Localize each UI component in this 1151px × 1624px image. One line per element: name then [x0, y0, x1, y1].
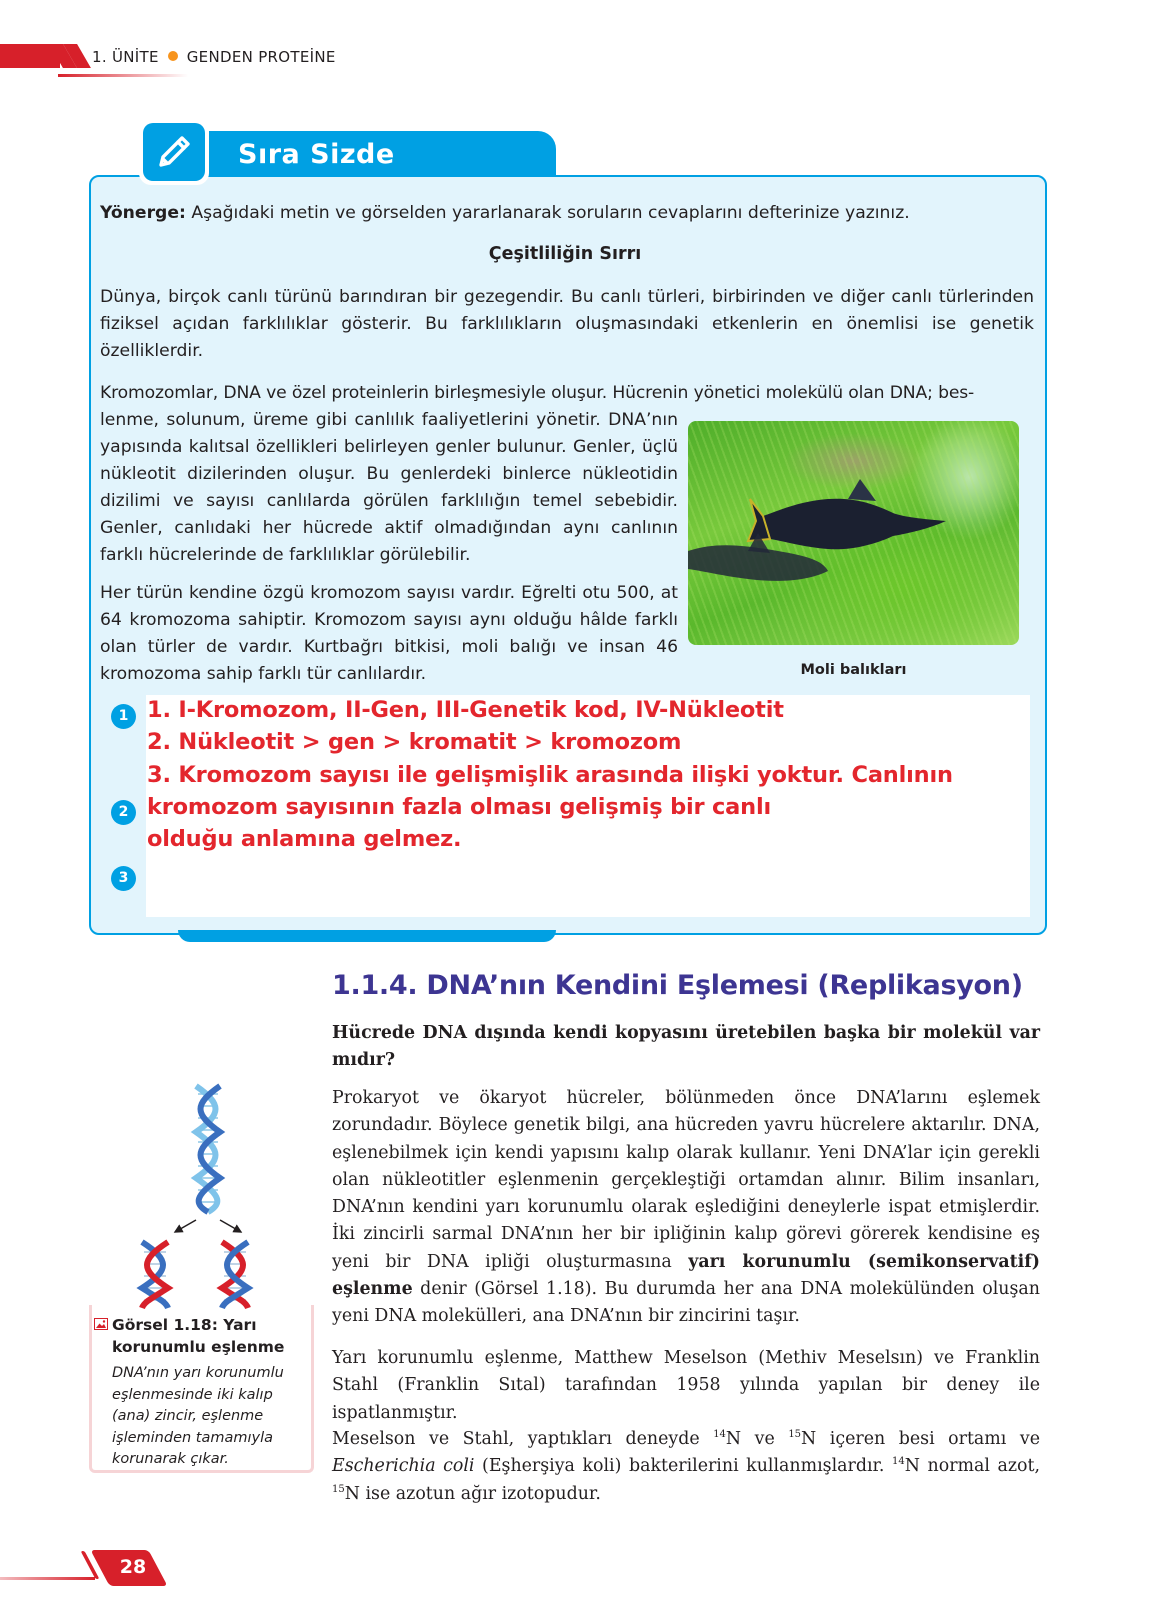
unit-label: 1. ÜNİTE — [92, 48, 159, 66]
pencil-icon — [152, 130, 196, 174]
instruction-text: Aşağıdaki metin ve görselden yararlanarak soruların cevaplarını defterinize yazınız. — [185, 203, 910, 223]
reading-paragraph-3: Her türün kendine özgü kromozom sayısı vardır. Eğrelti otu 500, at 64 kromozoma sahiptir. Kromozom sayısı aynı olduğu hâlde farklı olan türler de vardır. Kurtbağrı bitkisi, moli balığı ve insan 46 kromozoma sahip farklı tür canlılardır. — [100, 583, 678, 684]
answer-line-2: 2. Nükleotit > gen > kromatit > kromozom — [147, 729, 682, 755]
answer-line-5: olduğu anlamına gelmez. — [147, 826, 462, 852]
footer-line — [0, 1577, 95, 1580]
instruction — [100, 200, 1000, 227]
molly-fish-photo — [688, 421, 1019, 645]
question-number-2: 2 — [111, 800, 136, 825]
section-title: 1.1.4. DNA’nın Kendini Eşlemesi (Replikasyon) — [332, 970, 1023, 1001]
daughter-dna-helix-left-icon — [142, 1242, 168, 1308]
figure-label: Görsel 1.18: Yarı korunumlu eşlenme — [112, 1316, 285, 1356]
section-question: Hücrede DNA dışında kendi kopyasını üretebilen başka bir molekül var mıdır? — [332, 1023, 1040, 1071]
breadcrumb — [92, 48, 336, 66]
answer-line-3: 3. Kromozom sayısı ile gelişmişlik arasında ilişki yoktur. Canlının — [147, 762, 953, 788]
unit-header — [0, 38, 400, 78]
reading-paragraph-2-line-1: Kromozomlar, DNA ve özel proteinlerin birleşmesiyle oluşur. Hücrenin yönetici molekülü olan DNA; bes- — [100, 383, 975, 403]
bullet-dot-icon — [168, 51, 178, 61]
section-paragraph-2: Yarı korunumlu eşlenme, Matthew Meselson (Methiv Meselsın) ve Franklin Stahl (Franklin Sıtal) tarafından 1958 yılında yapılan bir deney ile ispatlanmıştır. — [332, 1348, 1040, 1423]
parent-dna-helix-icon — [196, 1086, 220, 1212]
question-number-3: 3 — [111, 866, 136, 891]
section-paragraph-3: Meselson ve Stahl, yaptıkları deneyde $^{14}$N ve $^{15}$N içeren besi ortamı ve Escherichia coli (Eşherşiya koli) bakterilerini kullanmışlardır. $^{14}$N normal azot, $^{15}$N ise azotun ağır izotopudur. — [332, 1429, 1040, 1504]
activity-box-bottom-tab — [178, 930, 556, 942]
fish-illustration-icon — [688, 421, 1019, 645]
dna-replication-diagram — [130, 1080, 290, 1310]
activity-tab — [196, 131, 556, 177]
figure-description: DNA’nın yarı korunumlu eşlenmesinde iki kalıp (ana) zincir, eşlenme işleminden tamamıyla korunarak çıkar. — [112, 1365, 284, 1467]
reading-paragraph-1: Dünya, birçok canlı türünü barındıran bir gezegendir. Bu canlı türleri, birbirinden ve diğer canlı türlerinden fiziksel açıdan farklılıklar gösterir. Bu farklılıkların oluşmasındaki etkenlerin en önemlisi ise genetik özelliklerdir. — [100, 287, 1034, 361]
activity-icon-frame — [139, 119, 209, 185]
instruction-label: Yönerge: — [100, 203, 186, 223]
image-icon — [94, 1318, 108, 1330]
unit-topic: GENDEN PROTEİNE — [186, 48, 336, 66]
answer-line-1: 1. I-Kromozom, II-Gen, III-Genetik kod, IV-Nükleotit — [147, 697, 784, 723]
photo-caption: Moli balıkları — [800, 662, 907, 678]
page-number: 28 — [119, 1556, 147, 1578]
header-underline — [58, 74, 188, 77]
question-number-1: 1 — [111, 704, 136, 729]
reading-title: Çeşitliliğin Sırrı — [488, 244, 642, 264]
key-term: yarı korunumlu (semikonservatif) eşlenme — [332, 1251, 1040, 1300]
reading-paragraph-2: lenme, solunum, üreme gibi canlılık faaliyetlerini yönetir. DNA’nın yapısında kalıtsal özellikleri belirleyen genler bulunur. Genler, üçlü nükleotit dizilerinden oluşur. Bu genlerdeki binlerce nükleotidin dizilimi ve sayısı canlılarda görülen farklılığın temel sebebidir. Genler, canlıdaki her hücrede aktif olmadığından aynı canlının farklı hücrelerinde de farklılıklar görülebilir. — [100, 410, 678, 565]
daughter-dna-helix-right-icon — [222, 1242, 248, 1308]
section-paragraph-1: Prokaryot ve ökaryot hücreler, bölünmeden önce DNA’larını eşlemek zorundadır. Böylece genetik bilgi, ana hücreden yavru hücrelere aktarılır. DNA, eşlenebilmek için kendi yapısını kalıp olarak kullanır. Yeni DNA’lar için gerekli olan nükleotitler eşlenmenin gerçekleştiği ortamdan alınır. Bilim insanları, DNA’nın kendini yarı korunumlu olarak eşlediğini deneylerle ispat etmişlerdir. İki zincirli sarmal DNA’nın her bir ipliğinin kalıp görevi görerek kendisine eş yeni bir DNA ipliği oluşturmasına yarı korunumlu (semikonservatif) eşlenme denir (Görsel 1.18). Bu durumda her ana DNA molekülünden oluşan yeni DNA molekülleri, ana DNA’nın bir zincirini taşır. — [332, 1088, 1040, 1327]
species-name: Escherichia coli — [332, 1456, 475, 1477]
answer-line-4: kromozom sayısının fazla olması gelişmiş bir canlı — [147, 794, 772, 820]
activity-title: Sıra Sizde — [238, 139, 395, 170]
